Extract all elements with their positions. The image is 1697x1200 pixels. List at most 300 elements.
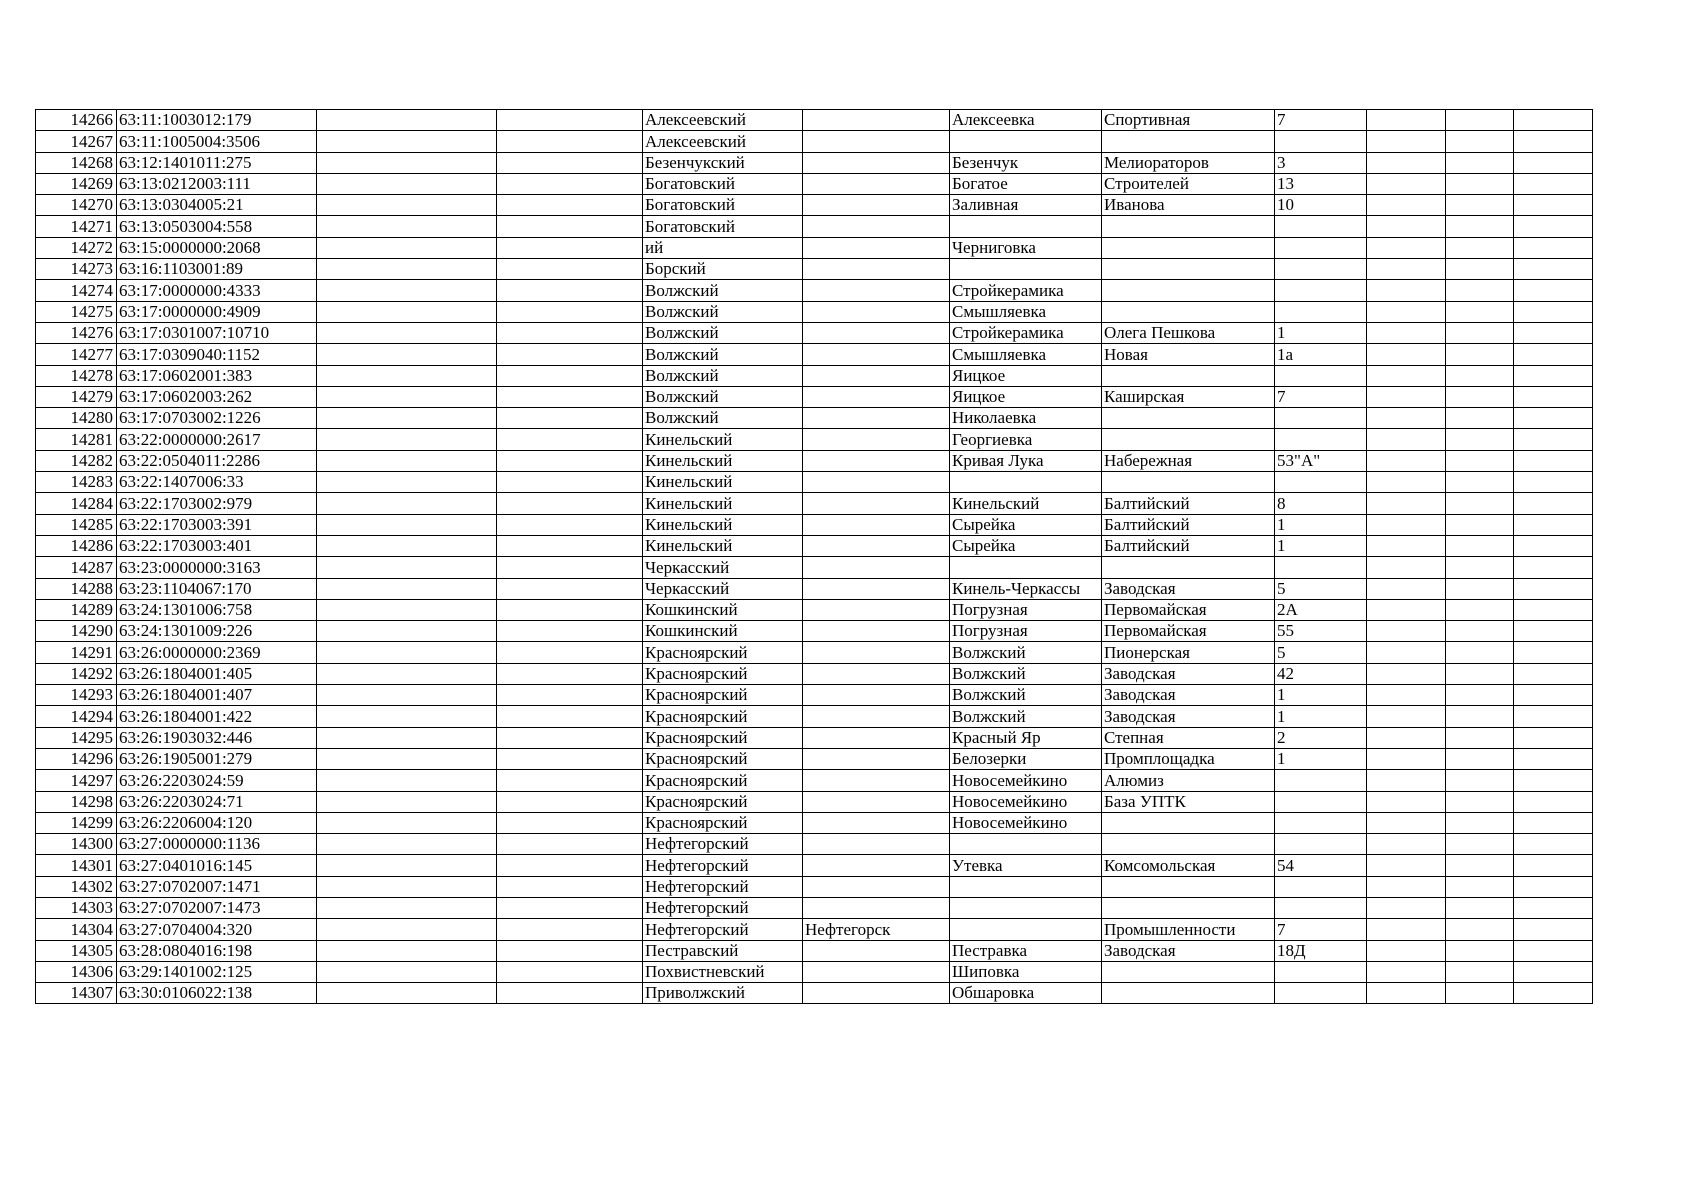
cell-empty-col-10 [1367,450,1446,471]
cell-house: 13 [1275,173,1367,194]
cell-empty-col-4 [497,642,643,663]
cell-empty-col-11 [1446,386,1514,407]
cell-empty-col-4 [497,131,643,152]
cell-empty-col-12 [1514,663,1593,684]
cell-empty-col-11 [1446,940,1514,961]
cell-locality: Смышляевка [950,301,1102,322]
cell-row-number: 14270 [36,195,117,216]
cell-empty-col-12 [1514,621,1593,642]
cell-locality: Богатое [950,173,1102,194]
cell-empty-col-3 [317,791,497,812]
cell-locality: Пестравка [950,940,1102,961]
cell-empty-col-11 [1446,621,1514,642]
cell-empty-col-11 [1446,131,1514,152]
cell-cadastral-number: 63:16:1103001:89 [117,259,317,280]
cell-street: Олега Пешкова [1102,322,1275,343]
cell-city [803,834,950,855]
cell-empty-col-3 [317,578,497,599]
cell-empty-col-4 [497,961,643,982]
cell-locality: Яицкое [950,365,1102,386]
table-row [36,110,1593,131]
table-row [36,131,1593,152]
cell-locality: Погрузная [950,599,1102,620]
cell-district: Похвистневский [643,961,803,982]
cell-cadastral-number: 63:13:0503004:558 [117,216,317,237]
cell-cadastral-number: 63:17:0602003:262 [117,386,317,407]
cell-empty-col-4 [497,706,643,727]
cell-empty-col-11 [1446,237,1514,258]
cell-empty-col-12 [1514,897,1593,918]
cell-empty-col-11 [1446,472,1514,493]
cell-empty-col-12 [1514,472,1593,493]
cell-empty-col-11 [1446,535,1514,556]
cell-locality [950,259,1102,280]
cell-locality: Погрузная [950,621,1102,642]
cell-cadastral-number: 63:28:0804016:198 [117,940,317,961]
cell-district: Красноярский [643,642,803,663]
cell-row-number: 14297 [36,770,117,791]
cell-city [803,344,950,365]
cell-row-number: 14269 [36,173,117,194]
cell-empty-col-12 [1514,429,1593,450]
table-row [36,897,1593,918]
cell-district: Безенчукский [643,152,803,173]
cell-row-number: 14274 [36,280,117,301]
cell-cadastral-number: 63:26:1804001:422 [117,706,317,727]
cell-empty-col-10 [1367,301,1446,322]
cell-empty-col-12 [1514,834,1593,855]
cell-city [803,280,950,301]
cell-empty-col-12 [1514,216,1593,237]
cell-street: Заводская [1102,685,1275,706]
cell-house [1275,216,1367,237]
cell-empty-col-4 [497,748,643,769]
cell-empty-col-10 [1367,365,1446,386]
cell-empty-col-10 [1367,642,1446,663]
cell-empty-col-4 [497,237,643,258]
cell-empty-col-12 [1514,919,1593,940]
cell-empty-col-3 [317,940,497,961]
cell-street: Степная [1102,727,1275,748]
table-row [36,621,1593,642]
cell-row-number: 14278 [36,365,117,386]
table-row [36,940,1593,961]
cell-locality: Утевка [950,855,1102,876]
cell-house: 7 [1275,386,1367,407]
cell-empty-col-11 [1446,727,1514,748]
cell-empty-col-10 [1367,940,1446,961]
cell-empty-col-4 [497,685,643,706]
cell-street: Заводская [1102,663,1275,684]
cell-empty-col-10 [1367,855,1446,876]
cell-house [1275,429,1367,450]
cell-cadastral-number: 63:13:0304005:21 [117,195,317,216]
cell-cadastral-number: 63:26:2206004:120 [117,812,317,833]
cell-cadastral-number: 63:27:0702007:1473 [117,897,317,918]
cell-locality: Волжский [950,706,1102,727]
cell-empty-col-4 [497,919,643,940]
cell-empty-col-4 [497,344,643,365]
cell-empty-col-3 [317,663,497,684]
cell-district: Алексеевский [643,131,803,152]
cell-house [1275,237,1367,258]
cell-row-number: 14302 [36,876,117,897]
cell-city [803,876,950,897]
cell-cadastral-number: 63:15:0000000:2068 [117,237,317,258]
cell-street [1102,876,1275,897]
table-row [36,876,1593,897]
cell-street [1102,897,1275,918]
cell-house [1275,408,1367,429]
cell-street [1102,280,1275,301]
table-row [36,748,1593,769]
cell-empty-col-4 [497,365,643,386]
cell-locality [950,919,1102,940]
cell-street [1102,429,1275,450]
cell-empty-col-12 [1514,599,1593,620]
cell-city [803,727,950,748]
cell-empty-col-4 [497,535,643,556]
cell-empty-col-11 [1446,280,1514,301]
cell-district: Волжский [643,322,803,343]
table-row [36,599,1593,620]
cell-empty-col-4 [497,280,643,301]
cell-empty-col-3 [317,429,497,450]
cell-empty-col-3 [317,706,497,727]
cell-street: Заводская [1102,940,1275,961]
cell-row-number: 14298 [36,791,117,812]
cell-street: Мелиораторов [1102,152,1275,173]
cell-empty-col-4 [497,322,643,343]
cell-city [803,663,950,684]
cell-locality: Николаевка [950,408,1102,429]
cell-street: Заводская [1102,706,1275,727]
cell-empty-col-10 [1367,472,1446,493]
table-row [36,450,1593,471]
cell-street: База УПТК [1102,791,1275,812]
cell-locality: Волжский [950,663,1102,684]
cell-empty-col-3 [317,301,497,322]
cell-empty-col-4 [497,259,643,280]
cell-empty-col-4 [497,855,643,876]
cell-empty-col-10 [1367,812,1446,833]
cell-city [803,386,950,407]
cell-empty-col-4 [497,940,643,961]
cell-house [1275,961,1367,982]
cell-street [1102,408,1275,429]
cell-house: 18Д [1275,940,1367,961]
cell-row-number: 14275 [36,301,117,322]
cell-house: 2 [1275,727,1367,748]
cell-row-number: 14280 [36,408,117,429]
cell-district: Красноярский [643,706,803,727]
cell-empty-col-12 [1514,557,1593,578]
cell-empty-col-12 [1514,301,1593,322]
cell-empty-col-11 [1446,557,1514,578]
cell-house: 1 [1275,514,1367,535]
cell-empty-col-3 [317,855,497,876]
cell-row-number: 14295 [36,727,117,748]
cell-empty-col-10 [1367,663,1446,684]
table-row [36,834,1593,855]
cell-empty-col-12 [1514,259,1593,280]
cell-street: Первомайская [1102,621,1275,642]
cell-row-number: 14292 [36,663,117,684]
cell-empty-col-3 [317,876,497,897]
table-row [36,535,1593,556]
cell-empty-col-10 [1367,195,1446,216]
cell-street: Балтийский [1102,514,1275,535]
cell-empty-col-10 [1367,408,1446,429]
cell-locality [950,876,1102,897]
table-row [36,642,1593,663]
cell-empty-col-11 [1446,834,1514,855]
cell-empty-col-11 [1446,195,1514,216]
cell-row-number: 14296 [36,748,117,769]
cell-cadastral-number: 63:17:0309040:1152 [117,344,317,365]
cell-empty-col-11 [1446,855,1514,876]
cell-empty-col-12 [1514,727,1593,748]
cell-empty-col-10 [1367,876,1446,897]
cell-row-number: 14279 [36,386,117,407]
cell-empty-col-4 [497,301,643,322]
cell-empty-col-10 [1367,216,1446,237]
cell-district: Богатовский [643,195,803,216]
cell-cadastral-number: 63:24:1301006:758 [117,599,317,620]
cell-empty-col-4 [497,770,643,791]
cell-empty-col-10 [1367,599,1446,620]
cell-empty-col-4 [497,450,643,471]
cell-cadastral-number: 63:26:0000000:2369 [117,642,317,663]
cell-district: Красноярский [643,748,803,769]
cell-empty-col-10 [1367,493,1446,514]
cell-empty-col-12 [1514,344,1593,365]
table-row [36,259,1593,280]
cell-cadastral-number: 63:11:1005004:3506 [117,131,317,152]
cell-locality: Черниговка [950,237,1102,258]
cell-empty-col-3 [317,919,497,940]
cell-empty-col-12 [1514,280,1593,301]
cell-empty-col-4 [497,493,643,514]
cell-street: Новая [1102,344,1275,365]
table-row [36,408,1593,429]
cell-district: Черкасский [643,578,803,599]
cell-house [1275,812,1367,833]
cell-empty-col-3 [317,770,497,791]
cell-empty-col-4 [497,386,643,407]
cell-cadastral-number: 63:27:0401016:145 [117,855,317,876]
cell-locality: Новосемейкино [950,770,1102,791]
cell-city [803,429,950,450]
cell-row-number: 14276 [36,322,117,343]
cell-row-number: 14285 [36,514,117,535]
table-row [36,663,1593,684]
cell-locality: Сырейка [950,514,1102,535]
cell-empty-col-11 [1446,961,1514,982]
cell-house: 1 [1275,535,1367,556]
cell-empty-col-11 [1446,748,1514,769]
cell-street [1102,216,1275,237]
cell-empty-col-12 [1514,110,1593,131]
cell-row-number: 14303 [36,897,117,918]
cell-empty-col-12 [1514,983,1593,1004]
cell-district: Нефтегорский [643,919,803,940]
cell-district: Волжский [643,408,803,429]
cell-row-number: 14307 [36,983,117,1004]
table-row [36,344,1593,365]
cell-empty-col-4 [497,621,643,642]
table-row [36,578,1593,599]
cell-empty-col-10 [1367,173,1446,194]
cell-house: 10 [1275,195,1367,216]
cell-empty-col-10 [1367,834,1446,855]
cell-row-number: 14300 [36,834,117,855]
cell-empty-col-12 [1514,940,1593,961]
cell-locality: Белозерки [950,748,1102,769]
cell-empty-col-4 [497,812,643,833]
cell-city [803,259,950,280]
cell-empty-col-11 [1446,429,1514,450]
cell-district: Красноярский [643,663,803,684]
cell-city [803,365,950,386]
cell-street [1102,812,1275,833]
cell-empty-col-11 [1446,322,1514,343]
cell-empty-col-4 [497,791,643,812]
cell-house [1275,983,1367,1004]
cell-empty-col-3 [317,472,497,493]
cell-city: Нефтегорск [803,919,950,940]
cell-locality: Георгиевка [950,429,1102,450]
cell-locality: Безенчук [950,152,1102,173]
cell-district: Красноярский [643,770,803,791]
cell-cadastral-number: 63:12:1401011:275 [117,152,317,173]
cell-house: 3 [1275,152,1367,173]
table-row [36,855,1593,876]
cell-city [803,578,950,599]
cell-empty-col-12 [1514,770,1593,791]
cell-street [1102,237,1275,258]
cell-house: 53"А" [1275,450,1367,471]
cell-city [803,748,950,769]
cell-city [803,152,950,173]
table-row [36,216,1593,237]
cell-cadastral-number: 63:27:0702007:1471 [117,876,317,897]
cell-cadastral-number: 63:22:1703002:979 [117,493,317,514]
cell-empty-col-11 [1446,770,1514,791]
cell-city [803,237,950,258]
cell-empty-col-11 [1446,919,1514,940]
cell-cadastral-number: 63:27:0000000:1136 [117,834,317,855]
cell-locality: Новосемейкино [950,812,1102,833]
cell-row-number: 14304 [36,919,117,940]
cell-empty-col-10 [1367,152,1446,173]
cell-empty-col-4 [497,834,643,855]
cell-empty-col-11 [1446,812,1514,833]
cell-cadastral-number: 63:17:0000000:4333 [117,280,317,301]
cell-empty-col-10 [1367,429,1446,450]
cell-empty-col-10 [1367,110,1446,131]
cell-house: 5 [1275,578,1367,599]
cell-row-number: 14282 [36,450,117,471]
cell-district: Волжский [643,344,803,365]
cell-empty-col-11 [1446,344,1514,365]
cell-row-number: 14299 [36,812,117,833]
cell-house: 42 [1275,663,1367,684]
cell-empty-col-10 [1367,386,1446,407]
cell-city [803,322,950,343]
cell-empty-col-11 [1446,706,1514,727]
table-row [36,386,1593,407]
cell-city [803,791,950,812]
cell-empty-col-12 [1514,514,1593,535]
cell-empty-col-4 [497,876,643,897]
cell-empty-col-12 [1514,706,1593,727]
cell-city [803,897,950,918]
cell-house [1275,280,1367,301]
cell-empty-col-3 [317,514,497,535]
cell-city [803,131,950,152]
cell-district: Кинельский [643,535,803,556]
cell-empty-col-3 [317,535,497,556]
cell-district: Красноярский [643,727,803,748]
cell-empty-col-10 [1367,344,1446,365]
cell-locality: Обшаровка [950,983,1102,1004]
cell-house: 8 [1275,493,1367,514]
cell-empty-col-10 [1367,237,1446,258]
cell-city [803,983,950,1004]
cell-empty-col-11 [1446,791,1514,812]
cell-cadastral-number: 63:30:0106022:138 [117,983,317,1004]
cell-empty-col-11 [1446,408,1514,429]
cell-city [803,450,950,471]
cell-locality: Заливная [950,195,1102,216]
cell-district: Нефтегорский [643,897,803,918]
cell-city [803,472,950,493]
cell-street: Балтийский [1102,493,1275,514]
cell-row-number: 14306 [36,961,117,982]
cell-locality: Кинельский [950,493,1102,514]
cell-house: 1а [1275,344,1367,365]
cell-district: Нефтегорский [643,834,803,855]
cell-empty-col-4 [497,983,643,1004]
cell-empty-col-4 [497,173,643,194]
cell-empty-col-12 [1514,386,1593,407]
cell-empty-col-12 [1514,493,1593,514]
cell-empty-col-3 [317,259,497,280]
cell-empty-col-3 [317,131,497,152]
cell-empty-col-10 [1367,983,1446,1004]
cell-empty-col-4 [497,472,643,493]
cell-district: Алексеевский [643,110,803,131]
cell-locality: Шиповка [950,961,1102,982]
cell-city [803,301,950,322]
cell-empty-col-12 [1514,876,1593,897]
cell-locality [950,897,1102,918]
table-row [36,429,1593,450]
cell-empty-col-12 [1514,855,1593,876]
cell-row-number: 14273 [36,259,117,280]
cell-row-number: 14305 [36,940,117,961]
cell-district: Красноярский [643,791,803,812]
cell-street [1102,365,1275,386]
cell-empty-col-3 [317,408,497,429]
cell-street [1102,961,1275,982]
cell-empty-col-10 [1367,535,1446,556]
table-row [36,301,1593,322]
cell-city [803,110,950,131]
cell-empty-col-3 [317,599,497,620]
table-row [36,472,1593,493]
